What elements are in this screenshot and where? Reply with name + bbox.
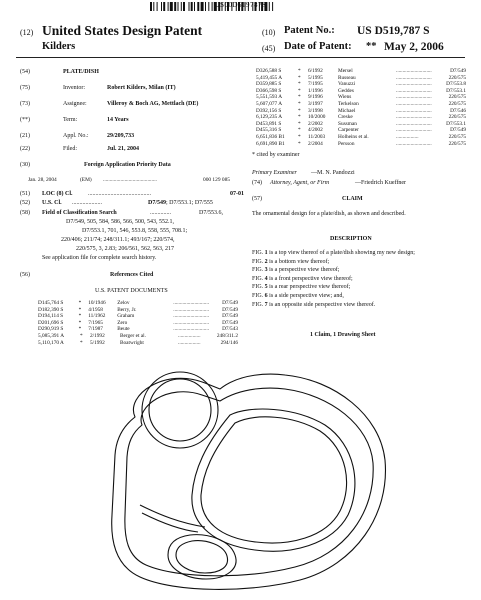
uscl-dots: ....................: [72, 200, 102, 206]
claim-code: (57): [252, 196, 262, 202]
reference-class: 220/575: [448, 140, 466, 147]
fig-number: 1: [264, 250, 268, 256]
inventor-code: (75): [20, 85, 30, 91]
reference-date: 11/2003: [308, 133, 326, 140]
fig-text: is a perspective view thereof;: [267, 267, 340, 274]
inventor-name: Robert Kilders, Milan (IT): [107, 85, 176, 91]
reference-row: [256, 121, 466, 128]
code-45: (45): [262, 44, 276, 53]
loc-label: LOC (8) Cl.: [42, 191, 73, 197]
reference-star: *: [298, 107, 301, 114]
refs-subtitle: U.S. PATENT DOCUMENTS: [95, 288, 168, 294]
claims-summary: 1 Claim, 1 Drawing Sheet: [310, 332, 376, 338]
reference-number: D455,316 S: [256, 127, 282, 134]
reference-star: *: [80, 332, 83, 339]
reference-star: *: [298, 87, 301, 94]
examiner-name: —M. N. Pandozzi: [311, 170, 355, 176]
claim-title: CLAIM: [342, 196, 363, 202]
fig-word: FIG.: [252, 301, 265, 308]
reference-class: D7/549: [450, 127, 466, 134]
reference-number: D201,696 S: [38, 319, 64, 326]
reference-date: 11/1962: [88, 313, 106, 320]
reference-star: *: [298, 127, 301, 134]
reference-name: Carpenter: [338, 127, 359, 134]
uscl-label: U.S. Cl.: [42, 200, 62, 206]
reference-number: D392,156 S: [256, 107, 282, 114]
reference-name: Michael: [338, 107, 356, 114]
reference-row: [38, 313, 238, 320]
uscl-code: (52): [20, 200, 30, 206]
patent-title: PLATE/DISH: [63, 69, 99, 75]
figure-description: [252, 250, 464, 258]
reference-date: 3/1998: [308, 107, 323, 114]
reference-name: Holheins et al.: [338, 133, 369, 140]
plate-outer-rim: [112, 374, 386, 589]
reference-date: 7/1987: [88, 326, 103, 333]
plate-well-inner: [201, 417, 347, 543]
priority-office: (EM): [80, 177, 92, 183]
reference-class: D7/549: [450, 68, 466, 74]
date-star: **: [366, 41, 377, 52]
priority-code: (30): [20, 162, 30, 168]
reference-date: 1/1996: [308, 87, 323, 94]
filed-date: Jul. 21, 2004: [107, 146, 140, 152]
reference-number: 6,651,836 B1: [256, 133, 285, 140]
reference-date: 10/2000: [308, 114, 326, 121]
reference-star: *: [78, 306, 82, 313]
priority-title: Foreign Application Priority Data: [84, 162, 171, 168]
code-10: (10): [262, 28, 276, 37]
loc-code: (51): [20, 191, 30, 197]
header-rule: [16, 57, 465, 58]
attorney-name: —Friedrich Kueffner: [355, 180, 407, 186]
figure-list: [252, 250, 464, 310]
code-12: (12): [20, 28, 34, 37]
reference-name: Russeau: [338, 74, 356, 81]
reference-name: Terkelson: [338, 100, 359, 107]
filed-label: Filed:: [63, 146, 78, 152]
fig-word: FIG.: [252, 258, 265, 265]
reference-row: [256, 75, 466, 82]
reference-date: 2/2004: [308, 140, 323, 147]
references-left-list: [38, 300, 238, 346]
reference-class: 248/311.2: [216, 332, 238, 339]
reference-name: Vanuzzi: [338, 81, 356, 88]
reference-row: [256, 68, 466, 75]
plate-dish-drawing: [80, 355, 410, 595]
reference-date: 6/1992: [308, 68, 323, 74]
fig-word: FIG.: [252, 275, 265, 282]
reference-number: 5,551,593 A: [256, 94, 283, 101]
reference-star: *: [298, 114, 301, 121]
reference-class: 220/575: [448, 114, 466, 121]
reference-row: [38, 307, 238, 314]
reference-dots: ...........................: [396, 107, 432, 114]
field-line-3: D7/553.1, 701, 546, 553.8, 558, 555, 708.1;: [82, 228, 188, 234]
description-title: DESCRIPTION: [330, 236, 372, 242]
reference-name: Zelov: [117, 300, 130, 306]
reference-number: 5,607,077 A: [256, 100, 283, 107]
reference-star: *: [298, 68, 301, 74]
reference-name: Sussman: [338, 120, 357, 127]
reference-name: Berger et al.: [120, 332, 146, 339]
reference-dots: ...........................: [173, 306, 210, 313]
fig-number: 5: [264, 284, 268, 291]
title-code: (54): [20, 69, 30, 75]
reference-row: [38, 326, 238, 333]
reference-date: 3/1997: [308, 100, 323, 107]
reference-number: D182,390 S: [38, 306, 64, 313]
figure-description: [252, 267, 464, 275]
plate-inner-rim: [125, 388, 373, 576]
loc-value: 07-01: [230, 191, 244, 197]
reference-dots: ...........................: [396, 120, 432, 127]
reference-class: D7/553.1: [446, 87, 466, 94]
priority-dots: ........................................: [103, 177, 157, 183]
reference-star: *: [298, 100, 301, 107]
reference-number: D359,885 S: [256, 81, 282, 88]
filed-code: (22): [20, 146, 30, 152]
reference-dots: ...........................: [173, 326, 210, 333]
term-code: (**): [20, 117, 30, 123]
reference-row: [256, 127, 466, 134]
reference-name: Graham: [117, 313, 135, 320]
reference-dots: ...........................: [173, 300, 210, 306]
reference-class: D7/549: [222, 300, 238, 306]
field-note: See application file for complete search history.: [42, 255, 157, 261]
cup-holder-outer: [142, 372, 218, 448]
refs-title: References Cited: [110, 272, 154, 278]
plate-well-outer: [192, 409, 355, 551]
reference-class: D7/553.1: [446, 120, 466, 127]
reference-star: *: [298, 81, 301, 88]
cup-holder-inner: [149, 379, 211, 441]
reference-dots: .................: [178, 332, 201, 339]
reference-date: 7/1965: [88, 319, 103, 326]
reference-number: 5,419,455 A: [256, 74, 283, 81]
field-dots: ..............: [150, 210, 171, 216]
reference-class: 220/575: [448, 100, 466, 107]
claim-text: The ornamental design for a plate/dish, as shown and described.: [252, 211, 406, 217]
reference-row: [38, 320, 238, 327]
reference-number: D366,598 S: [256, 87, 282, 94]
attorney-code: (74): [252, 180, 262, 186]
reference-row: [256, 134, 466, 141]
reference-number: D290,919 S: [38, 326, 64, 333]
reference-row: [256, 101, 466, 108]
reference-class: 220/575: [448, 133, 466, 140]
field-code: (58): [20, 210, 30, 216]
fig-word: FIG.: [252, 292, 265, 299]
uscl-main: D7/549: [148, 200, 166, 206]
reference-class: D7/543: [222, 326, 238, 333]
figure-description: [252, 259, 464, 267]
reference-number: D326,588 S: [256, 68, 282, 74]
field-label: Field of Classification Search: [42, 210, 117, 216]
reference-dots: ...........................: [173, 319, 210, 326]
reference-name: Zero: [117, 319, 128, 326]
reference-row: [256, 114, 466, 121]
reference-date: 5/1992: [90, 339, 105, 346]
appl-number: 29/209,733: [107, 133, 135, 139]
barcode-number: US00D519787S: [214, 1, 267, 9]
reference-date: 4/2002: [308, 127, 323, 134]
reference-class: D7/549: [222, 306, 238, 313]
divider-ridge-inner: [142, 513, 198, 532]
reference-class: 220/575: [448, 74, 466, 81]
reference-name: Creske: [338, 114, 353, 121]
attorney-label: Attorney, Agent, or Firm: [270, 180, 330, 186]
reference-row: [256, 94, 466, 101]
reference-class: 294/146: [220, 339, 238, 346]
fig-text: is an opposite side perspective view thereof.: [267, 301, 376, 308]
inventor-label: Inventor:: [63, 85, 85, 91]
appl-label: Appl. No.:: [63, 133, 89, 139]
reference-name: Mersel: [338, 68, 353, 74]
reference-row: [38, 300, 238, 307]
reference-row: [38, 333, 238, 340]
reference-dots: .................: [396, 133, 419, 140]
reference-number: D194,114 S: [38, 313, 64, 320]
fig-number: 4: [264, 275, 268, 282]
reference-dots: ...........................: [396, 127, 432, 134]
patent-number: US D519,787 S: [357, 25, 430, 37]
reference-date: 10/1946: [88, 300, 106, 306]
refs-code: (56): [20, 272, 30, 278]
field-line-4: 220/406; 211/74; 248/311.1; 493/167; 220/574,: [61, 237, 175, 243]
loc-dots: ..........................................: [88, 191, 151, 197]
reference-number: 5,085,391 A: [38, 332, 65, 339]
field-line-5: 220/575, 3, 2.83; 206/561, 562, 563, 217: [76, 246, 175, 252]
fig-text: is a front perspective view thereof;: [267, 275, 353, 282]
reference-date: 2/1992: [90, 332, 105, 339]
reference-star: *: [298, 140, 301, 147]
reference-row: [256, 141, 466, 148]
reference-dots: ...........................: [396, 114, 432, 121]
figure-description: [252, 302, 464, 310]
reference-number: 6,691,890 B1: [256, 140, 285, 147]
reference-name: Wiens: [338, 94, 352, 101]
field-line-1: D7/553.6,: [199, 210, 223, 216]
reference-class: 220/575: [448, 94, 466, 101]
fig-number: 2: [264, 258, 268, 265]
reference-dots: ...........................: [396, 74, 432, 81]
reference-class: D7/549: [222, 319, 238, 326]
fig-number: 6: [264, 292, 268, 299]
fig-word: FIG.: [252, 284, 265, 291]
fig-number: 3: [264, 267, 268, 274]
reference-number: 5,110,170 A: [38, 339, 64, 346]
term-label: Term:: [63, 117, 78, 123]
references-right-list: [256, 68, 466, 147]
reference-date: 5/1995: [308, 74, 323, 81]
fig-word: FIG.: [252, 250, 265, 256]
reference-row: [256, 88, 466, 95]
reference-number: 6,129,235 A: [256, 114, 283, 121]
fig-text: is a bottom view thereof;: [267, 258, 330, 265]
side-bowl-inner: [176, 541, 228, 573]
reference-class: D7/546: [450, 107, 466, 114]
reference-row: [256, 81, 466, 88]
fig-text: is a rear perspective view thereof;: [267, 284, 351, 291]
reference-star: *: [298, 74, 301, 81]
patent-number-label: Patent No.:: [284, 25, 335, 36]
reference-star: *: [78, 319, 82, 326]
term-value: 14 Years: [107, 117, 129, 123]
reference-star: *: [298, 94, 301, 101]
uscl-value: [148, 200, 213, 208]
examiner-label: Primary Examiner: [252, 170, 297, 176]
reference-dots: ...........................: [396, 94, 432, 101]
fig-number: 7: [264, 301, 268, 308]
reference-class: D7/549: [222, 313, 238, 320]
cited-note: * cited by examiner: [252, 152, 300, 158]
reference-date: 7/1995: [308, 81, 323, 88]
reference-star: *: [78, 313, 82, 320]
reference-star: *: [298, 133, 301, 140]
reference-name: Persson: [338, 140, 355, 147]
reference-dots: ...........................: [396, 81, 432, 88]
appl-code: (21): [20, 133, 30, 139]
inventor-surname: Kilders: [42, 41, 76, 52]
priority-number: 000 129 085: [203, 177, 230, 183]
reference-date: 4/1958: [88, 306, 103, 313]
reference-star: *: [298, 120, 301, 127]
assignee-label: Assignee:: [63, 101, 87, 107]
fig-text: is a top view thereof of a plate/dish showing my new design;: [267, 250, 415, 256]
patent-date: May 2, 2006: [384, 41, 444, 53]
uscl-rest: ; D7/553.1; D7/555: [166, 200, 213, 206]
reference-dots: .................: [178, 339, 201, 346]
priority-date: Jan. 28, 2004: [28, 177, 57, 183]
reference-dots: ...........................: [173, 313, 210, 320]
reference-star: *: [80, 339, 83, 346]
field-line-2: D7/549, 505, 584, 586, 566, 500, 543, 552.1,: [66, 219, 174, 225]
fig-text: is a side perspective view; and,: [267, 292, 344, 299]
reference-date: 9/1996: [308, 94, 323, 101]
figure-description: [252, 293, 464, 301]
reference-name: Berry, Jr.: [117, 306, 137, 313]
figure-description: [252, 284, 464, 292]
reference-date: 2/2002: [308, 120, 323, 127]
reference-row: [256, 108, 466, 115]
reference-dots: ...........................: [396, 87, 432, 94]
reference-class: D7/553.8: [446, 81, 466, 88]
reference-number: D453,891 S: [256, 120, 282, 127]
reference-name: Beute: [117, 326, 130, 333]
figure-description: [252, 276, 464, 284]
reference-star: *: [78, 300, 82, 306]
date-label: Date of Patent:: [284, 41, 352, 52]
reference-dots: ...........................: [396, 68, 432, 74]
fig-word: FIG.: [252, 267, 265, 274]
reference-dots: ...........................: [396, 140, 432, 147]
reference-name: Geddes: [338, 87, 354, 94]
reference-name: Boatwright: [120, 339, 144, 346]
reference-star: *: [78, 326, 82, 333]
assignee-name: Villeroy & Boch AG, Mettlach (DE): [107, 101, 199, 107]
document-type: United States Design Patent: [42, 23, 203, 38]
reference-dots: ...........................: [396, 100, 432, 107]
reference-row: [38, 340, 238, 347]
assignee-code: (73): [20, 101, 30, 107]
reference-number: D145,764 S: [38, 300, 64, 306]
